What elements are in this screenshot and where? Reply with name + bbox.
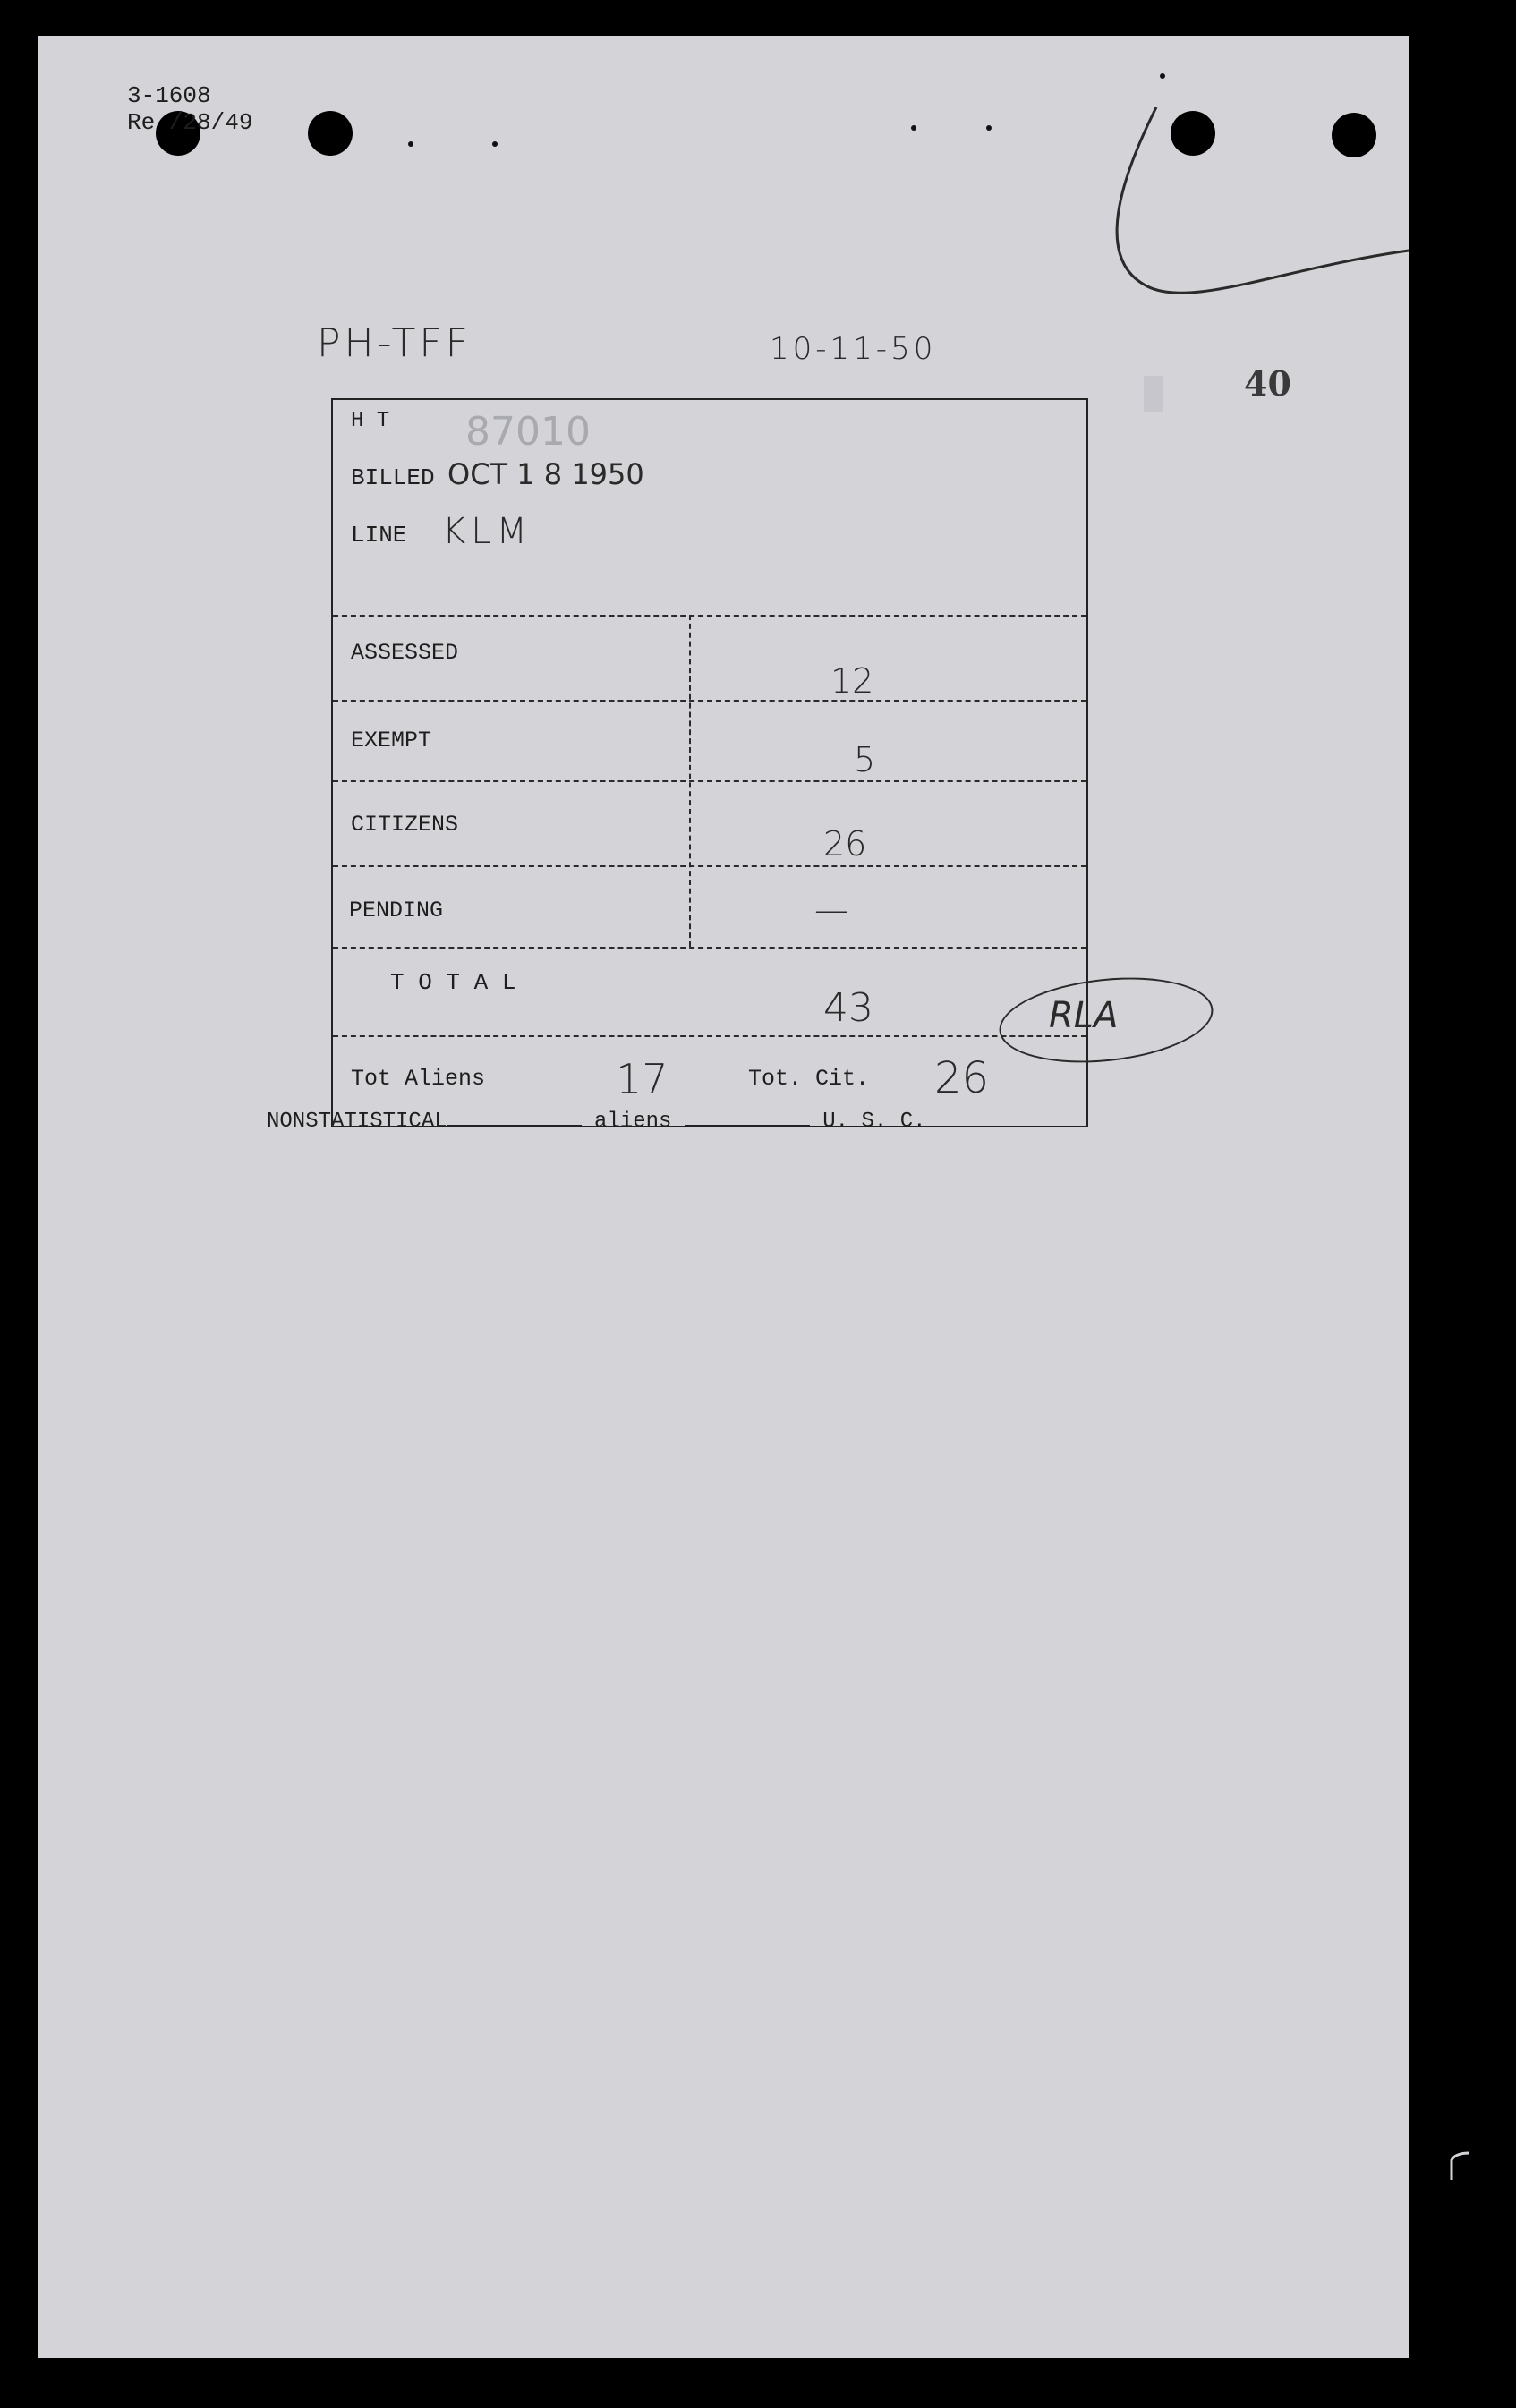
assessed-label: ASSESSED [351,640,459,666]
form-revision: Re /28/49 [127,109,253,136]
citizens-value: 26 [823,824,867,864]
page-number: 40 [1244,363,1291,404]
pending-value: — [814,890,848,930]
ht-label: H T [351,409,390,433]
total-label: T O T A L [390,969,516,996]
billed-date-stamp: OCT 1 8 1950 [447,457,644,491]
tot-cit-value: 26 [934,1053,990,1103]
nonstatistical-line [267,1110,926,1134]
divider [333,865,1086,867]
speck [986,125,992,131]
initials-handwritten: RLA [1049,995,1119,1036]
registration-handwritten: PH-TFF [317,320,472,366]
column-divider [689,615,691,947]
total-value: 43 [823,985,873,1031]
speck [408,141,413,147]
form-number: 3-1608 [127,82,211,109]
tot-cit-label: Tot. Cit. [748,1066,870,1092]
ht-number: 87010 [465,409,591,455]
usc-blank [685,1121,810,1127]
assessed-value: 12 [830,661,874,701]
line-label: LINE [351,522,407,549]
tot-aliens-value: 17 [616,1055,669,1103]
line-value-handwritten: KLM [442,511,533,552]
speck [492,141,498,147]
billed-label: BILLED [351,464,435,491]
exempt-value: 5 [854,740,876,779]
form-card [38,36,1409,2358]
speck [911,125,916,131]
aliens-label: aliens [594,1110,672,1134]
speck [1160,73,1165,79]
tot-aliens-label: Tot Aliens [351,1066,486,1092]
corner-mark [1448,2148,1484,2183]
manifest-form-table [331,398,1088,1127]
divider [333,1035,1086,1037]
citizens-label: CITIZENS [351,812,459,838]
pending-label: PENDING [349,898,444,923]
divider [333,780,1086,782]
usc-label: U. S. C. [822,1110,926,1134]
punch-hole-left-2 [308,111,353,156]
pencil-curve-mark [1085,107,1416,313]
faint-mark [1144,376,1163,412]
divider [333,615,1086,617]
nonstatistical-blank [447,1121,582,1127]
divider [333,700,1086,702]
exempt-label: EXEMPT [351,728,432,753]
divider [333,947,1086,949]
date-handwritten: 10-11-50 [770,331,937,367]
nonstatistical-label: NONSTATISTICAL [267,1110,447,1134]
